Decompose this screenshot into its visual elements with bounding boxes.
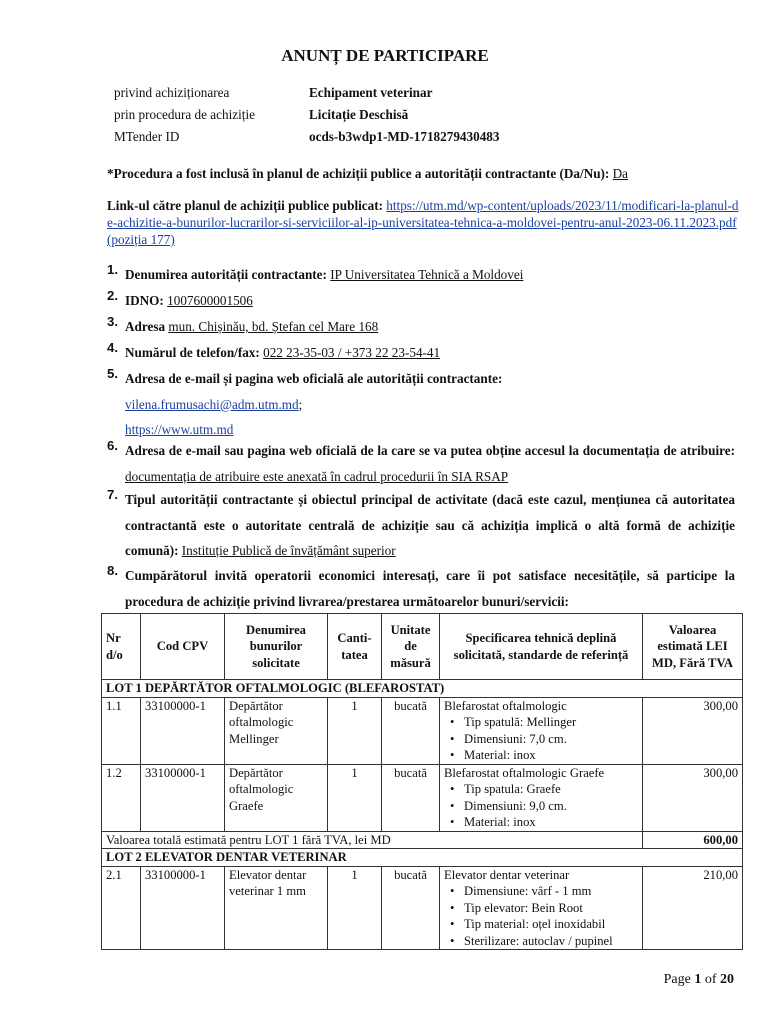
spec-title: Blefarostat oftalmologic Graefe xyxy=(444,765,605,780)
header-cpv: Cod CPV xyxy=(141,614,225,680)
spec-item: • Material: inox xyxy=(464,747,638,764)
page-label: Page xyxy=(663,972,691,987)
header-nr: Nr d/o xyxy=(102,614,141,680)
spec-item: • Tip spatulă: Mellinger xyxy=(464,714,638,731)
meta-value: Echipament veterinar xyxy=(309,85,433,100)
item-label: Adresa de e-mail și pagina web oficială ale autorității contractante: xyxy=(125,371,503,386)
cell-cpv: 33100000-1 xyxy=(141,764,225,831)
of-label: of xyxy=(704,972,717,987)
item-number: 8. xyxy=(107,563,118,578)
spec-item: • Dimensiuni: 7,0 cm. xyxy=(464,731,638,748)
list-item-6 xyxy=(107,438,735,489)
list-item-7 xyxy=(107,487,735,564)
page-title: ANUNȚ DE PARTICIPARE xyxy=(281,46,489,65)
item-number: 5. xyxy=(107,366,118,381)
list-item-2 xyxy=(107,288,735,314)
meta-label: prin procedura de achiziție xyxy=(114,107,255,122)
cell-qty: 1 xyxy=(328,866,382,950)
table-row xyxy=(102,764,743,831)
procedure-note-value: Da xyxy=(612,166,629,181)
lot-total-value: 600,00 xyxy=(643,831,743,849)
list-item-4 xyxy=(107,340,735,366)
header-name: Denumirea bunurilor solicitate xyxy=(225,614,328,680)
item-label: Tipul autorității contractante și obiectul principal de activitate (dacă este cazul, mențiunea că autoritatea contractantă este o autoritate centrală de achiziție sau că achiziția implică o altă formă de achiziție comună): xyxy=(125,492,735,558)
item-label: Cumpărătorul invită operatorii economici interesați, care îi pot satisface necesitățile, să participe la procedura de achiziție privind livrarea/prestarea următoarelor bunuri/servicii: xyxy=(125,568,735,609)
spec-list xyxy=(444,714,638,764)
cell-spec xyxy=(440,764,643,831)
website-link[interactable]: https://www.utm.md xyxy=(125,422,234,437)
list-item-3 xyxy=(107,314,735,340)
item-label: Denumirea autorității contractante: xyxy=(125,267,327,282)
table-header-row xyxy=(102,614,743,680)
cell-qty: 1 xyxy=(328,697,382,764)
idno-value: 1007600001506 xyxy=(167,293,253,308)
item-number: 2. xyxy=(107,288,118,303)
lot-total-row xyxy=(102,831,743,849)
meta-row xyxy=(114,107,409,123)
item-number: 6. xyxy=(107,438,118,453)
item-number: 3. xyxy=(107,314,118,329)
cell-name: Depărtător oftalmologic Mellinger xyxy=(225,697,328,764)
cell-nr: 1.1 xyxy=(102,697,141,764)
cell-nr: 2.1 xyxy=(102,866,141,950)
cell-spec xyxy=(440,866,643,950)
header-spec: Specificarea tehnică deplină solicitată, standarde de referință xyxy=(440,614,643,680)
email-link[interactable]: vilena.frumusachi@adm.utm.md xyxy=(125,396,299,412)
header-qty: Canti-tatea xyxy=(328,614,382,680)
cell-nr: 1.2 xyxy=(102,764,141,831)
meta-value: ocds-b3wdp1-MD-1718279430483 xyxy=(309,129,500,144)
table-row xyxy=(102,866,743,950)
cell-spec xyxy=(440,697,643,764)
cell-unit: bucată xyxy=(382,866,440,950)
cell-name: Elevator dentar veterinar 1 mm xyxy=(225,866,328,950)
lot-title-row xyxy=(102,849,743,867)
documentation-value: documentația de atribuire este anexată în cadrul procedurii în SIA RSAP xyxy=(125,468,509,484)
cell-cpv: 33100000-1 xyxy=(141,697,225,764)
list-item-1 xyxy=(107,262,735,288)
authority-type-value: Instituție Publică de învățământ superior xyxy=(181,543,396,558)
item-number: 1. xyxy=(107,262,118,277)
lot-total-label: Valoarea totală estimată pentru LOT 1 fără TVA, lei MD xyxy=(102,831,643,849)
spec-list xyxy=(444,883,638,949)
spec-item: • Tip spatula: Graefe xyxy=(464,781,638,798)
lot-title: LOT 1 DEPĂRTĂTOR OFTALMOLOGIC (BLEFAROSTAT) xyxy=(102,680,743,698)
spec-item: • Dimensiuni: 9,0 cm. xyxy=(464,798,638,815)
cell-value: 210,00 xyxy=(643,866,743,950)
lot-title: LOT 2 ELEVATOR DENTAR VETERINAR xyxy=(102,849,743,867)
plan-link[interactable]: https://utm.md/wp-content/uploads/2023/11/modificari-la-planul-de-achizitie-a-bunurilor-lucrarilor-si-serviciilor-al-ip-universitatea-tehnica-a-moldovei-pentru-anul-2023-06.11.2023.pdf (poziția 177) xyxy=(107,198,739,247)
page-footer xyxy=(664,972,734,988)
list-item-8 xyxy=(107,563,735,614)
spec-title: Elevator dentar veterinar xyxy=(444,867,570,882)
cell-value: 300,00 xyxy=(643,764,743,831)
meta-label: privind achiziționarea xyxy=(114,85,230,100)
item-label: Adresa de e-mail sau pagina web oficială de la care se va putea obține accesul la documentația de atribuire: xyxy=(125,443,735,458)
meta-label: MTender ID xyxy=(114,129,180,144)
cell-qty: 1 xyxy=(328,764,382,831)
address-value: mun. Chișinău, bd. Ștefan cel Mare 168 xyxy=(168,319,379,334)
cell-name: Depărtător oftalmologic Graefe xyxy=(225,764,328,831)
meta-value: Licitație Deschisă xyxy=(309,107,409,122)
item-label: Numărul de telefon/fax: xyxy=(125,345,260,360)
page-number: 1 xyxy=(694,972,702,987)
cell-unit: bucată xyxy=(382,764,440,831)
meta-row xyxy=(114,129,500,145)
cell-cpv: 33100000-1 xyxy=(141,866,225,950)
list-item-5 xyxy=(107,366,735,443)
header-value: Valoarea estimată LEI MD, Fără TVA xyxy=(643,614,743,680)
cell-unit: bucată xyxy=(382,697,440,764)
lot-title-row xyxy=(102,680,743,698)
item-number: 7. xyxy=(107,487,118,502)
authority-name: IP Universitatea Tehnică a Moldovei xyxy=(330,267,524,282)
header-unit: Unitate de măsură xyxy=(382,614,440,680)
plan-link-label: Link-ul către planul de achiziții publice publicat: xyxy=(107,198,383,213)
spec-item: • Sterilizare: autoclav / pupinel xyxy=(464,933,638,950)
procedure-note xyxy=(107,165,739,182)
procedure-note-label: *Procedura a fost inclusă în planul de achiziții publice a autorității contractante (Da/Nu): xyxy=(107,166,610,181)
table-row xyxy=(102,697,743,764)
item-label: IDNO: xyxy=(125,293,164,308)
plan-link-paragraph xyxy=(107,197,739,248)
meta-row xyxy=(114,85,433,101)
page-total: 20 xyxy=(720,972,734,987)
spec-list xyxy=(444,781,638,831)
spec-title: Blefarostat oftalmologic xyxy=(444,698,567,713)
phone-value: 022 23-35-03 / +373 22 23-54-41 xyxy=(263,345,441,360)
goods-table xyxy=(101,613,743,950)
separator: ; xyxy=(298,396,303,412)
spec-item: • Dimensiune: vârf - 1 mm xyxy=(464,883,638,900)
item-label: Adresa xyxy=(125,319,166,334)
spec-item: • Tip material: oțel inoxidabil xyxy=(464,916,638,933)
cell-value: 300,00 xyxy=(643,697,743,764)
item-number: 4. xyxy=(107,340,118,355)
spec-item: • Material: inox xyxy=(464,814,638,831)
spec-item: • Tip elevator: Bein Root xyxy=(464,900,638,917)
